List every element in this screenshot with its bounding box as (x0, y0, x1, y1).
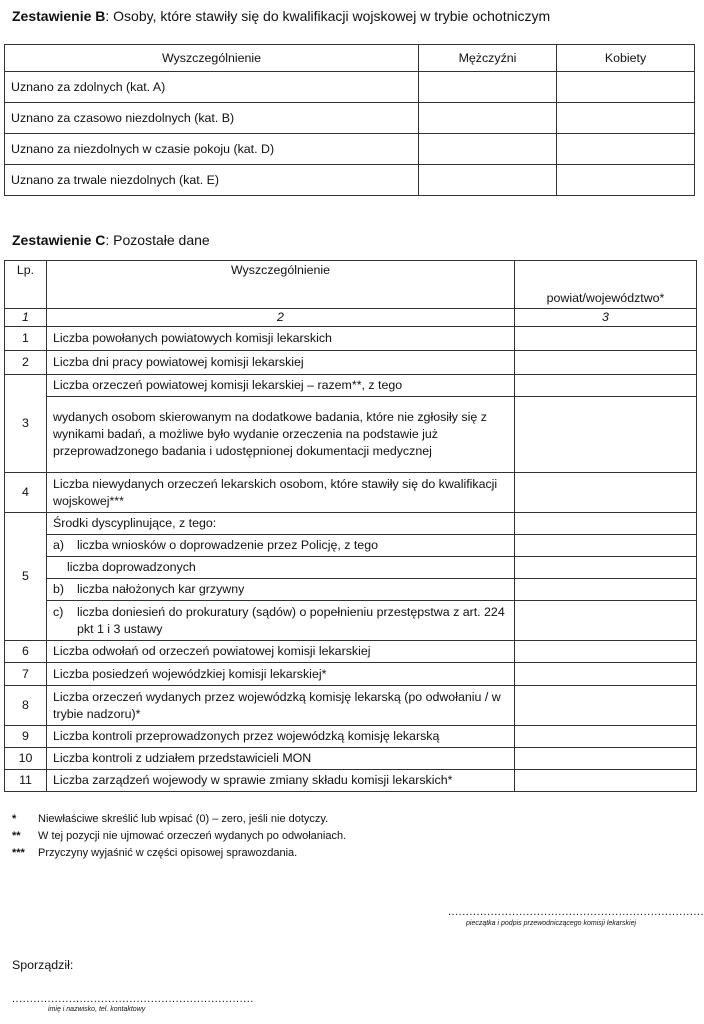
col-number: 3 (515, 309, 697, 327)
value-cell[interactable] (515, 327, 697, 351)
column-number-row (5, 309, 697, 327)
row-lp: 1 (5, 327, 47, 351)
row-text: Liczba odwołań od orzeczeń powiatowej komisji lekarskiej (47, 641, 515, 663)
women-cell[interactable] (557, 134, 695, 165)
table-row (5, 663, 697, 686)
table-row (5, 103, 695, 134)
header-value: powiat/województwo* (515, 261, 697, 309)
men-cell[interactable] (419, 134, 557, 165)
table-row (5, 726, 697, 748)
row-lp: 4 (5, 473, 47, 513)
footnote-mark: *** (12, 847, 25, 859)
value-cell[interactable] (515, 663, 697, 686)
table-b-header-desc: Wyszczególnienie (5, 45, 419, 72)
table-c (4, 260, 697, 792)
item-text: liczba wniosków o doprowadzenie przez Policję, z tego (77, 538, 378, 552)
table-subrow (5, 579, 697, 601)
value-cell[interactable] (515, 473, 697, 513)
table-subrow (5, 557, 697, 579)
value-cell[interactable] (515, 375, 697, 397)
table-row (5, 327, 697, 351)
table-b (4, 44, 695, 196)
header-desc: Wyszczególnienie (47, 261, 515, 309)
item-text: liczba nałożonych kar grzywny (77, 582, 245, 596)
footnote-text: Niewłaściwe skreślić lub wpisać (0) – zero, jeśli nie dotyczy. (38, 813, 329, 825)
women-cell[interactable] (557, 103, 695, 134)
col-number: 1 (5, 309, 47, 327)
section-b-title (12, 8, 550, 24)
row-label: Uznano za trwale niezdolnych (kat. E) (5, 165, 419, 196)
value-cell[interactable] (515, 535, 697, 557)
row-subitem-a (47, 535, 515, 557)
row-lp: 6 (5, 641, 47, 663)
table-row (5, 748, 697, 770)
value-cell[interactable] (515, 770, 697, 792)
row-lp: 11 (5, 770, 47, 792)
table-row (5, 351, 697, 375)
value-cell[interactable] (515, 397, 697, 473)
item-text: liczba doniesień do prokuratury (sądów) o popełnieniu przestępstwa z art. 224 pkt 1 i 3 ustawy (77, 604, 505, 636)
footnote (12, 811, 346, 828)
row-lp: 8 (5, 686, 47, 726)
row-text: Liczba orzeczeń wydanych przez wojewódzką komisję lekarską (po odwołaniu / w trybie nadzoru)* (47, 686, 515, 726)
item-label: b) (53, 582, 65, 596)
row-subitem-c (47, 601, 515, 641)
table-row (5, 375, 697, 397)
value-cell[interactable] (515, 579, 697, 601)
row-text: Liczba posiedzeń wojewódzkiej komisji lekarskiej* (47, 663, 515, 686)
table-c-header-row (5, 261, 697, 309)
women-cell[interactable] (557, 165, 695, 196)
value-cell[interactable] (515, 686, 697, 726)
table-row (5, 686, 697, 726)
row-subitem-b (47, 579, 515, 601)
value-cell[interactable] (515, 726, 697, 748)
value-cell[interactable] (515, 748, 697, 770)
section-c-title-bold: Zestawienie C (12, 232, 106, 248)
table-b-header-women: Kobiety (557, 45, 695, 72)
prepared-by-line[interactable]: .................................................................... (12, 993, 254, 1005)
table-row (5, 641, 697, 663)
table-b-header-row (5, 45, 695, 72)
row-subtext: wydanych osobom skierowanym na dodatkowe badania, które nie zgłosiły się z wynikami badań, a możliwe było wydanie orzeczenia na podstawie już przeprowadzonego badania i udostępnionej dokumentacji medycznej (47, 397, 515, 473)
col-number: 2 (47, 309, 515, 327)
men-cell[interactable] (419, 103, 557, 134)
row-label: Uznano za niezdolnych w czasie pokoju (kat. D) (5, 134, 419, 165)
section-b-title-bold: Zestawienie B (12, 8, 106, 24)
footnotes (12, 811, 346, 862)
item-text: liczba doprowadzonych (67, 560, 196, 574)
section-b-title-text: : Osoby, które stawiły się do kwalifikacji wojskowej w trybie ochotniczym (105, 8, 551, 24)
row-text: Liczba zarządzeń wojewody w sprawie zmiany składu komisji lekarskich* (47, 770, 515, 792)
table-subrow (5, 397, 697, 473)
signature-line[interactable]: ........................................................................ (448, 906, 704, 918)
header-lp: Lp. (5, 261, 47, 309)
row-label: Uznano za czasowo niezdolnych (kat. B) (5, 103, 419, 134)
row-text: Liczba niewydanych orzeczeń lekarskich osobom, które stawiły się do kwalifikacji wojskowej*** (47, 473, 515, 513)
men-cell[interactable] (419, 165, 557, 196)
table-row (5, 473, 697, 513)
row-lp: 2 (5, 351, 47, 375)
table-row (5, 513, 697, 535)
table-subrow (5, 535, 697, 557)
row-lp: 9 (5, 726, 47, 748)
item-label: c) (53, 604, 64, 619)
row-text: Liczba dni pracy powiatowej komisji lekarskiej (47, 351, 515, 375)
footnote-mark: ** (12, 830, 21, 842)
value-cell[interactable] (515, 641, 697, 663)
table-row (5, 134, 695, 165)
row-lp: 7 (5, 663, 47, 686)
row-lp: 10 (5, 748, 47, 770)
value-cell[interactable] (515, 557, 697, 579)
table-row (5, 770, 697, 792)
row-text: Środki dyscyplinujące, z tego: (47, 513, 515, 535)
item-label: a) (53, 538, 65, 552)
row-text: Liczba kontroli przeprowadzonych przez wojewódzką komisję lekarską (47, 726, 515, 748)
footnote (12, 828, 346, 845)
row-lp: 5 (5, 513, 47, 641)
table-subrow (5, 601, 697, 641)
row-subitem-a-sub (47, 557, 515, 579)
section-c-title-text: : Pozostałe dane (105, 232, 210, 248)
table-row (5, 165, 695, 196)
value-cell[interactable] (515, 601, 697, 641)
row-lp: 3 (5, 375, 47, 473)
row-text: Liczba orzeczeń powiatowej komisji lekarskiej – razem**, z tego (47, 375, 515, 397)
row-text: Liczba powołanych powiatowych komisji lekarskich (47, 327, 515, 351)
footnote (12, 845, 346, 862)
prepared-by-caption: imię i nazwisko, tel. kontaktowy (48, 1006, 146, 1013)
men-cell[interactable] (419, 72, 557, 103)
row-text: Liczba kontroli z udziałem przedstawicieli MON (47, 748, 515, 770)
footnote-text: Przyczyny wyjaśnić w części opisowej sprawozdania. (38, 847, 298, 859)
value-cell[interactable] (515, 513, 697, 535)
footnote-text: W tej pozycji nie ujmować orzeczeń wydanych po odwołaniach. (38, 830, 347, 842)
section-c-title (12, 232, 210, 248)
table-row (5, 72, 695, 103)
table-b-header-men: Mężczyźni (419, 45, 557, 72)
value-cell[interactable] (515, 351, 697, 375)
row-label: Uznano za zdolnych (kat. A) (5, 72, 419, 103)
signature-caption: pieczątka i podpis przewodniczącego komisji lekarskiej (466, 920, 637, 927)
footnote-mark: * (12, 813, 17, 825)
prepared-by-label: Sporządził: (12, 958, 74, 972)
women-cell[interactable] (557, 72, 695, 103)
